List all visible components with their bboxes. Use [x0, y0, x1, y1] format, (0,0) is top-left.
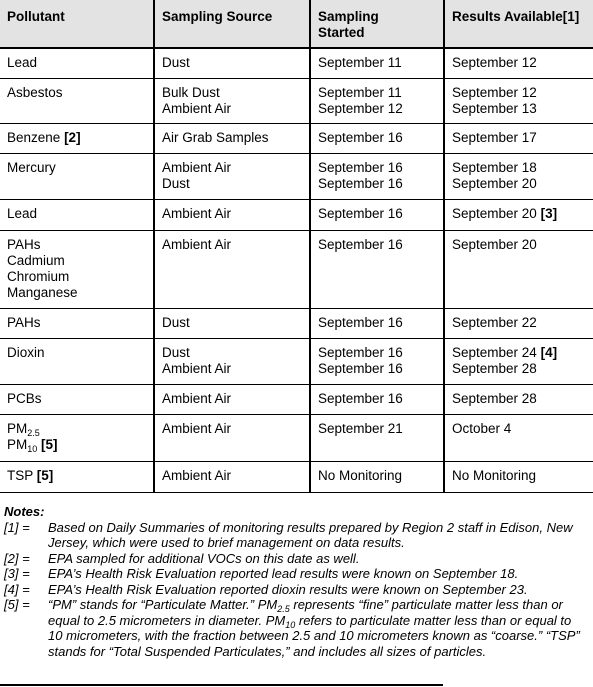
header-sampling-started: Sampling Started — [310, 0, 444, 48]
pollutant-cell: Benzene [2] — [0, 123, 154, 153]
table-row — [0, 153, 593, 199]
footnote-ref: [5] — [41, 436, 58, 452]
table-header-row — [0, 0, 593, 48]
note-text: EPA sampled for additional VOCs on this date as well. — [48, 550, 360, 566]
footnote-ref: [1] — [562, 9, 580, 24]
note-key: [5] = — [4, 597, 30, 612]
table-row — [0, 384, 593, 414]
note-2 — [0, 551, 593, 567]
source-cell: Air Grab Samples — [154, 123, 310, 153]
source-cell: Ambient Air Dust — [154, 153, 310, 199]
notes-section — [0, 504, 593, 659]
note-1 — [0, 520, 593, 551]
source-cell: Dust Ambient Air — [154, 338, 310, 384]
pollutant-cell: Mercury — [0, 153, 154, 199]
source-cell: Ambient Air — [154, 199, 310, 230]
source-cell: Bulk Dust Ambient Air — [154, 78, 310, 123]
pollutant-cell: Lead — [0, 199, 154, 230]
results-cell: September 12 September 13 — [444, 78, 593, 123]
started-cell: September 21 — [310, 414, 444, 461]
source-cell: Ambient Air — [154, 414, 310, 461]
results-cell: September 28 — [444, 384, 593, 414]
source-cell: Ambient Air — [154, 230, 310, 308]
note-3 — [0, 566, 593, 582]
header-sampling-source: Sampling Source — [154, 0, 310, 48]
header-results-available: Results Available[1] — [444, 0, 593, 48]
started-cell: September 16 — [310, 308, 444, 338]
footnote-ref: [4] — [540, 344, 558, 360]
table-row — [0, 48, 593, 78]
source-cell: Dust — [154, 308, 310, 338]
results-cell: September 22 — [444, 308, 593, 338]
table-row — [0, 199, 593, 230]
source-cell: Ambient Air — [154, 384, 310, 414]
table-row — [0, 414, 593, 461]
started-cell: September 11 September 12 — [310, 78, 444, 123]
footnote-ref: [2] — [64, 129, 81, 145]
notes-title: Notes: — [4, 504, 45, 519]
started-cell: September 16 September 16 — [310, 153, 444, 199]
note-text: EPA’s Health Risk Evaluation reported lead results were known on September 18. — [48, 566, 519, 581]
pollutant-cell: PAHs — [0, 308, 154, 338]
pollutant-cell: PAHs Cadmium Chromium Manganese — [0, 230, 154, 308]
table-row — [0, 308, 593, 338]
header-pollutant: Pollutant — [0, 0, 154, 48]
pollutant-cell: PCBs — [0, 384, 154, 414]
pollutant-cell: TSP [5] — [0, 461, 154, 492]
started-cell: No Monitoring — [310, 461, 444, 492]
note-5 — [0, 597, 593, 659]
table-row — [0, 338, 593, 384]
source-cell: Dust — [154, 48, 310, 78]
started-cell: September 16 — [310, 199, 444, 230]
started-cell: September 11 — [310, 48, 444, 78]
note-text: EPA’s Health Risk Evaluation reported dioxin results were known on September 23. — [48, 581, 528, 597]
pollutant-cell: Asbestos — [0, 78, 154, 123]
note-key: [4] = — [4, 581, 30, 597]
started-cell: September 16 — [310, 123, 444, 153]
source-cell: Ambient Air — [154, 461, 310, 492]
table-row — [0, 461, 593, 492]
footnote-ref: [3] — [540, 205, 558, 221]
note-key: [2] = — [4, 550, 30, 566]
note-4 — [0, 582, 593, 598]
results-cell: September 17 — [444, 123, 593, 153]
pollutant-cell: Lead — [0, 48, 154, 78]
results-cell: September 24 [4] September 28 — [444, 338, 593, 384]
note-text: “PM” stands for “Particulate Matter.” $PM_{2.5}$ represents “fine” particulate matter less than or equal to 2.5 micrometers in diameter. $PM_{10}$ refers to particulate matter less than or equal to 10 micrometers, with the fraction between 2.5 and 10 micrometers known as “coarse.” “TSP” stands for “Total Suspended Particulates,” and includes all sizes of particles. — [48, 597, 580, 659]
table-row — [0, 78, 593, 123]
results-cell: No Monitoring — [444, 461, 593, 492]
results-cell: October 4 — [444, 414, 593, 461]
results-cell: September 20 — [444, 230, 593, 308]
started-cell: September 16 September 16 — [310, 338, 444, 384]
footnote-ref: [5] — [36, 467, 54, 483]
table-row — [0, 230, 593, 308]
pollutant-cell: Dioxin — [0, 338, 154, 384]
started-cell: September 16 — [310, 230, 444, 308]
note-text: Based on Daily Summaries of monitoring results prepared by Region 2 staff in Edison, New Jersey, which were used to brief management on data results. — [48, 519, 573, 550]
started-cell: September 16 — [310, 384, 444, 414]
results-cell: September 18 September 20 — [444, 153, 593, 199]
bottom-divider — [0, 684, 443, 686]
note-key: [3] = — [4, 566, 30, 581]
results-cell: September 12 — [444, 48, 593, 78]
note-key: [1] = — [4, 519, 30, 535]
table-row — [0, 123, 593, 153]
results-cell: September 20 [3] — [444, 199, 593, 230]
pollutant-cell: $PM_{2.5}$ $PM_{10}$ [5] — [0, 414, 154, 461]
